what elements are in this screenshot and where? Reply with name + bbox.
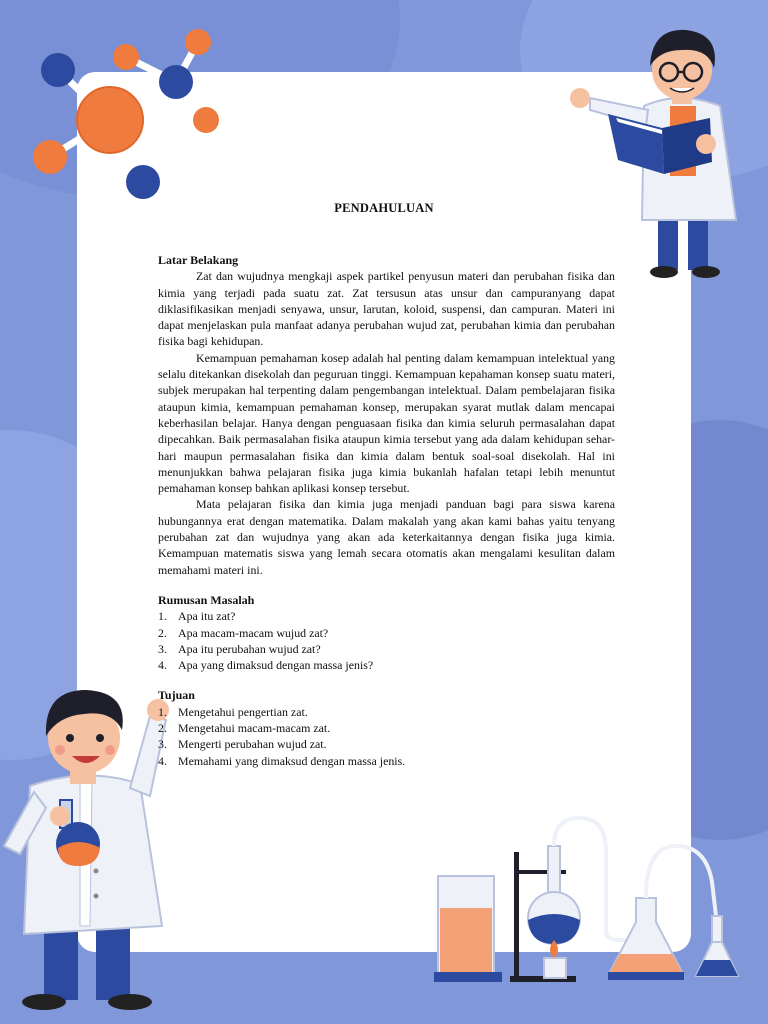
list-text: Apa yang dimaksud dengan massa jenis? — [178, 658, 374, 673]
list-item — [158, 608, 615, 624]
list-number: 1. — [158, 609, 167, 624]
section-heading-latar-belakang: Latar Belakang — [158, 253, 239, 267]
list-item — [158, 657, 615, 673]
list-item — [158, 641, 615, 657]
list-text: Memahami yang dimaksud dengan massa jenis. — [178, 753, 406, 768]
lab-equipment-illustration — [430, 812, 760, 988]
list-number: 2. — [158, 625, 167, 640]
list-text: Mengetahui pengertian zat. — [178, 704, 308, 719]
paragraph: Kemampuan pemahaman kosep adalah hal penting dalam kemampuan intelektual yang selalu ditekankan disekolah dan peguruan tinggi. Kemampuan kepahaman konsep suatu materi, subjek merupakan hal terpenting dalam pengembangan intelektual. Dalam pembelajaran fisika ataupun kimia, kemampuan pemahaman konsep, merupakan syarat mutlak dalam mencapai keberhasilan belajar. Hanya dengan penguasaan fisika dan kimia seluruh permasalahan dapat dipecahkan. Baik permasalahan fisika ataupun kimia tersebut yang ada dalam kehidupan sehar-hari maupun permasalahan fisika dan kimia dalam bentuk soal-soal disekolah. Hal ini menunjukkan bahwa pelajaran fisika juga kimia bukanlah hafalan tetapi lebih menuntut pemahaman konsep bahkan aplikasi konsep tersebut. — [158, 350, 615, 496]
list-text: Apa itu zat? — [178, 609, 236, 624]
document-title: PENDAHULUAN — [334, 201, 434, 215]
list-number: 3. — [158, 641, 167, 656]
list-text: Apa macam-macam wujud zat? — [178, 625, 329, 640]
molecule-icon — [28, 22, 228, 204]
list-text: Apa itu perubahan wujud zat? — [178, 641, 321, 656]
list-item — [158, 753, 615, 769]
list-item — [158, 736, 615, 752]
rumusan-masalah-list — [158, 608, 615, 673]
list-number: 1. — [158, 704, 167, 719]
list-text: Mengetahui macam-macam zat. — [178, 721, 331, 736]
section-heading-rumusan-masalah: Rumusan Masalah — [158, 592, 255, 607]
list-number: 4. — [158, 658, 167, 673]
list-number: 3. — [158, 737, 167, 752]
list-item — [158, 720, 615, 736]
list-item — [158, 625, 615, 641]
section-heading-tujuan: Tujuan — [158, 688, 195, 703]
scientist-reading-book-illustration — [560, 14, 750, 282]
scientist-holding-flask-illustration — [0, 676, 170, 1016]
list-number: 4. — [158, 753, 167, 768]
tujuan-list — [158, 704, 615, 769]
document-body — [158, 252, 615, 769]
paragraph: Zat dan wujudnya mengkaji aspek partikel penyusun materi dan perubahan fisika dan kimia yang terjadi pada suatu zat. Zat tersusun atas unsur dan campuranyang dapat diklasifikasikan menjadi senyawa, unsur, larutan, koloid, suspensi, dan campuran. Materi ini dapat menjelaskan pula manfaat adanya perubahan wujud zat, perubahan kimia dan perubahan fisika bagi kehidupan. — [158, 269, 615, 349]
list-item — [158, 704, 615, 720]
paragraph: Mata pelajaran fisika dan kimia juga menjadi panduan bagi para siswa karena hubungannya erat dengan matematika. Dalam makalah yang akan kami bahas yaitu tenyang perubahan zat dan wujudnya yang akan ada keterkaitannya dengan fisika juga kimia. Kemampuan matematis siswa yang lemah secara otomatis akan mengalami kesulitan dalam memahami materi ini. — [158, 497, 615, 577]
list-text: Mengerti perubahan wujud zat. — [178, 737, 327, 752]
list-number: 2. — [158, 721, 167, 736]
